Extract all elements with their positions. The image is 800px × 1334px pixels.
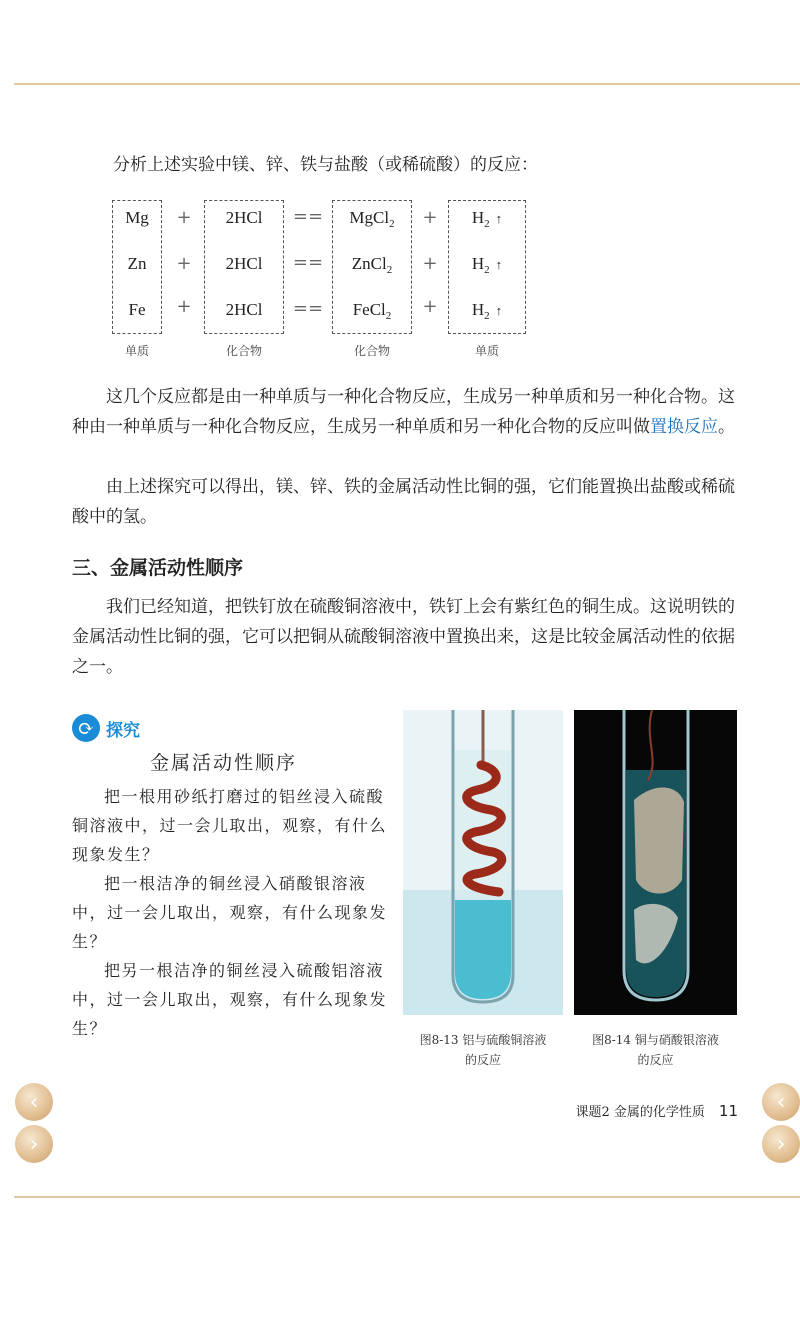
plus-sign: +	[176, 296, 192, 317]
bottom-divider	[14, 1196, 800, 1198]
paragraph-activity-basis: 我们已经知道，把铁钉放在硫酸铜溶液中，铁钉上会有紫红色的铜生成。这说明铁的金属活动性比铜的强，它可以把铜从硫酸铜溶液中置换出来，这是比较金属活动性的依据之一。	[72, 597, 735, 677]
paragraph-conclusion: 由上述探究可以得出，镁、锌、铁的金属活动性比铜的强，它们能置换出盐酸或稀硫酸中的氢。	[72, 477, 735, 527]
equals-sign: ==	[292, 298, 324, 319]
chapter-label: 课题2 金属的化学性质	[575, 1105, 705, 1120]
explore-step-2: 把一根洁净的铜丝浸入硝酸银溶液中，过一会儿取出，观察，有什么现象发生？	[72, 874, 388, 951]
figure-caption-8-13: 图8-13 铝与硫酸铜溶液 的反应	[419, 1033, 547, 1067]
column-label: 化合物	[353, 344, 391, 358]
gas-cell: $H_2$ ↑	[471, 254, 503, 276]
column-label: 单质	[124, 344, 150, 358]
explore-header	[72, 714, 140, 742]
salt-cell: MgCl$_2$	[349, 208, 395, 230]
acid-cell: 2HCl	[225, 300, 263, 319]
plus-sign: +	[176, 253, 192, 274]
explore-step-1: 把一根用砂纸打磨过的铝丝浸入硫酸铜溶液中，过一会儿取出，观察，有什么现象发生？	[72, 787, 388, 864]
refresh-icon: ⟳	[72, 714, 100, 742]
plus-sign: +	[422, 296, 438, 317]
plus-sign: +	[422, 207, 438, 228]
salt-cell: FeCl$_2$	[352, 300, 392, 322]
explore-title: 金属活动性顺序	[150, 752, 298, 774]
explore-step-3: 把另一根洁净的铜丝浸入硫酸铝溶液中，过一会儿取出，观察，有什么现象发生？	[72, 961, 388, 1038]
term-highlight: 置换反应	[650, 417, 718, 437]
metal-cell: Mg	[125, 208, 149, 227]
acid-cell: 2HCl	[225, 208, 263, 227]
aluminum-copper-sulfate-photo	[403, 710, 563, 1015]
gas-cell: $H_2$ ↑	[471, 208, 503, 230]
metal-cell: Zn	[127, 254, 147, 273]
section-heading: 三、金属活动性顺序	[72, 557, 244, 579]
equals-sign: ==	[292, 252, 324, 273]
intro-text: 分析上述实验中镁、锌、铁与盐酸（或稀硫酸）的反应：	[113, 155, 538, 175]
equation-table	[110, 196, 540, 376]
up-arrow-icon: ↑	[495, 257, 503, 272]
up-arrow-icon: ↑	[495, 211, 503, 226]
prev-page-button-right[interactable]: ‹	[762, 1083, 800, 1121]
copper-silver-nitrate-photo	[574, 710, 737, 1015]
column-label: 化合物	[225, 344, 263, 358]
column-label: 单质	[474, 344, 500, 358]
explore-label: 探究	[106, 720, 140, 741]
page-footer	[576, 1101, 739, 1120]
next-page-button[interactable]: ›	[15, 1125, 53, 1163]
up-arrow-icon: ↑	[495, 303, 503, 318]
acid-cell: 2HCl	[225, 254, 263, 273]
gas-cell: $H_2$ ↑	[471, 300, 503, 322]
plus-sign: +	[176, 207, 192, 228]
figure-caption-8-14: 图8-14 铜与硝酸银溶液 的反应	[592, 1033, 719, 1067]
plus-sign: +	[422, 253, 438, 274]
next-page-button-right[interactable]: ›	[762, 1125, 800, 1163]
prev-page-button[interactable]: ‹	[15, 1083, 53, 1121]
paragraph-definition: 这几个反应都是由一种单质与一种化合物反应，生成另一种单质和另一种化合物。这种由一种单质与一种化合物反应，生成另一种单质和另一种化合物的反应叫做置换反应。	[72, 387, 735, 437]
salt-cell: ZnCl$_2$	[351, 254, 393, 276]
equals-sign: ==	[292, 206, 324, 227]
metal-cell: Fe	[128, 300, 146, 319]
top-divider	[14, 83, 800, 85]
page-number: 11	[718, 1102, 738, 1120]
